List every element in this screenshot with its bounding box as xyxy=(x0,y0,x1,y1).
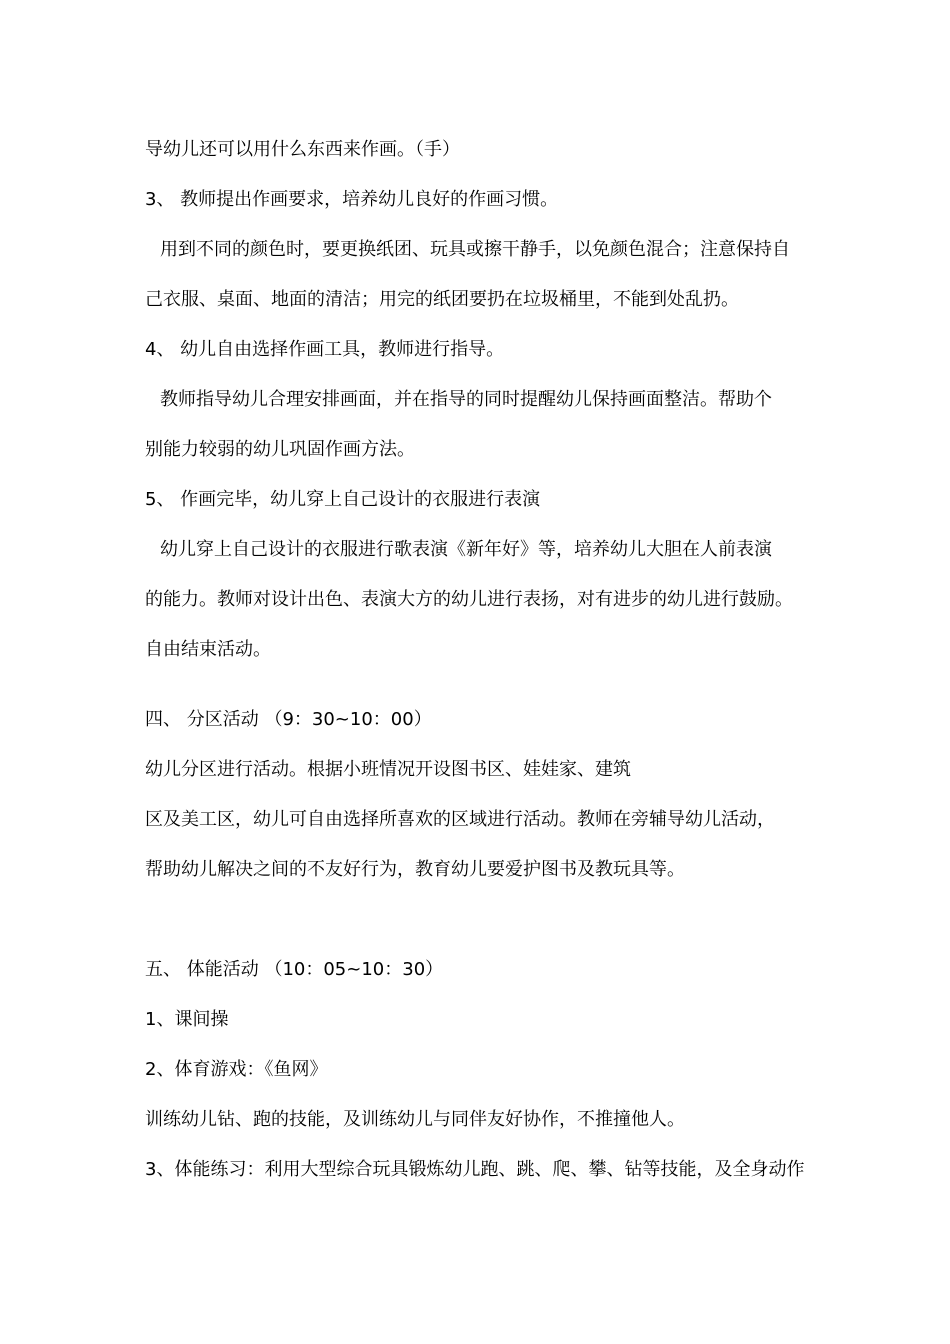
step-3-heading: 3、 教师提出作画要求，培养幼儿良好的作画习惯。 xyxy=(145,189,559,210)
paragraph-line: 区及美工区，幼儿可自由选择所喜欢的区域进行活动。教师在旁辅导幼儿活动， xyxy=(145,809,775,830)
paragraph-line: 幼儿分区进行活动。根据小班情况开设图书区、娃娃家、建筑 xyxy=(145,759,631,780)
paragraph-line: 训练幼儿钻、跑的技能，及训练幼儿与同伴友好协作，不推撞他人。 xyxy=(145,1109,685,1130)
step-4-heading: 4、 幼儿自由选择作画工具，教师进行指导。 xyxy=(145,339,505,360)
paragraph-line: 自由结束活动。 xyxy=(145,639,271,660)
paragraph-line: 导幼儿还可以用什么东西来作画。（手） xyxy=(145,139,460,160)
section-5-heading: 五、 体能活动 （10：05~10：30） xyxy=(145,959,444,980)
list-item: 3、体能练习：利用大型综合玩具锻炼幼儿跑、跳、爬、攀、钻等技能，及全身动作 xyxy=(145,1159,805,1180)
paragraph-line: 的能力。教师对设计出色、表演大方的幼儿进行表扬，对有进步的幼儿进行鼓励。 xyxy=(145,589,793,610)
step-5-heading: 5、 作画完毕，幼儿穿上自己设计的衣服进行表演 xyxy=(145,489,541,510)
paragraph-line: 教师指导幼儿合理安排画面，并在指导的同时提醒幼儿保持画面整洁。帮助个 xyxy=(160,389,772,410)
paragraph-line: 帮助幼儿解决之间的不友好行为，教育幼儿要爱护图书及教玩具等。 xyxy=(145,859,685,880)
paragraph-line: 幼儿穿上自己设计的衣服进行歌表演《新年好》等，培养幼儿大胆在人前表演 xyxy=(160,539,772,560)
paragraph-line: 己衣服、桌面、地面的清洁；用完的纸团要扔在垃圾桶里，不能到处乱扔。 xyxy=(145,289,739,310)
list-item: 2、体育游戏：《鱼网》 xyxy=(145,1059,328,1080)
paragraph-line: 别能力较弱的幼儿巩固作画方法。 xyxy=(145,439,415,460)
list-item: 1、课间操 xyxy=(145,1009,229,1030)
section-4-heading: 四、 分区活动 （9：30~10：00） xyxy=(145,709,432,730)
paragraph-line: 用到不同的颜色时，要更换纸团、玩具或擦干静手，以免颜色混合；注意保持自 xyxy=(160,239,790,260)
